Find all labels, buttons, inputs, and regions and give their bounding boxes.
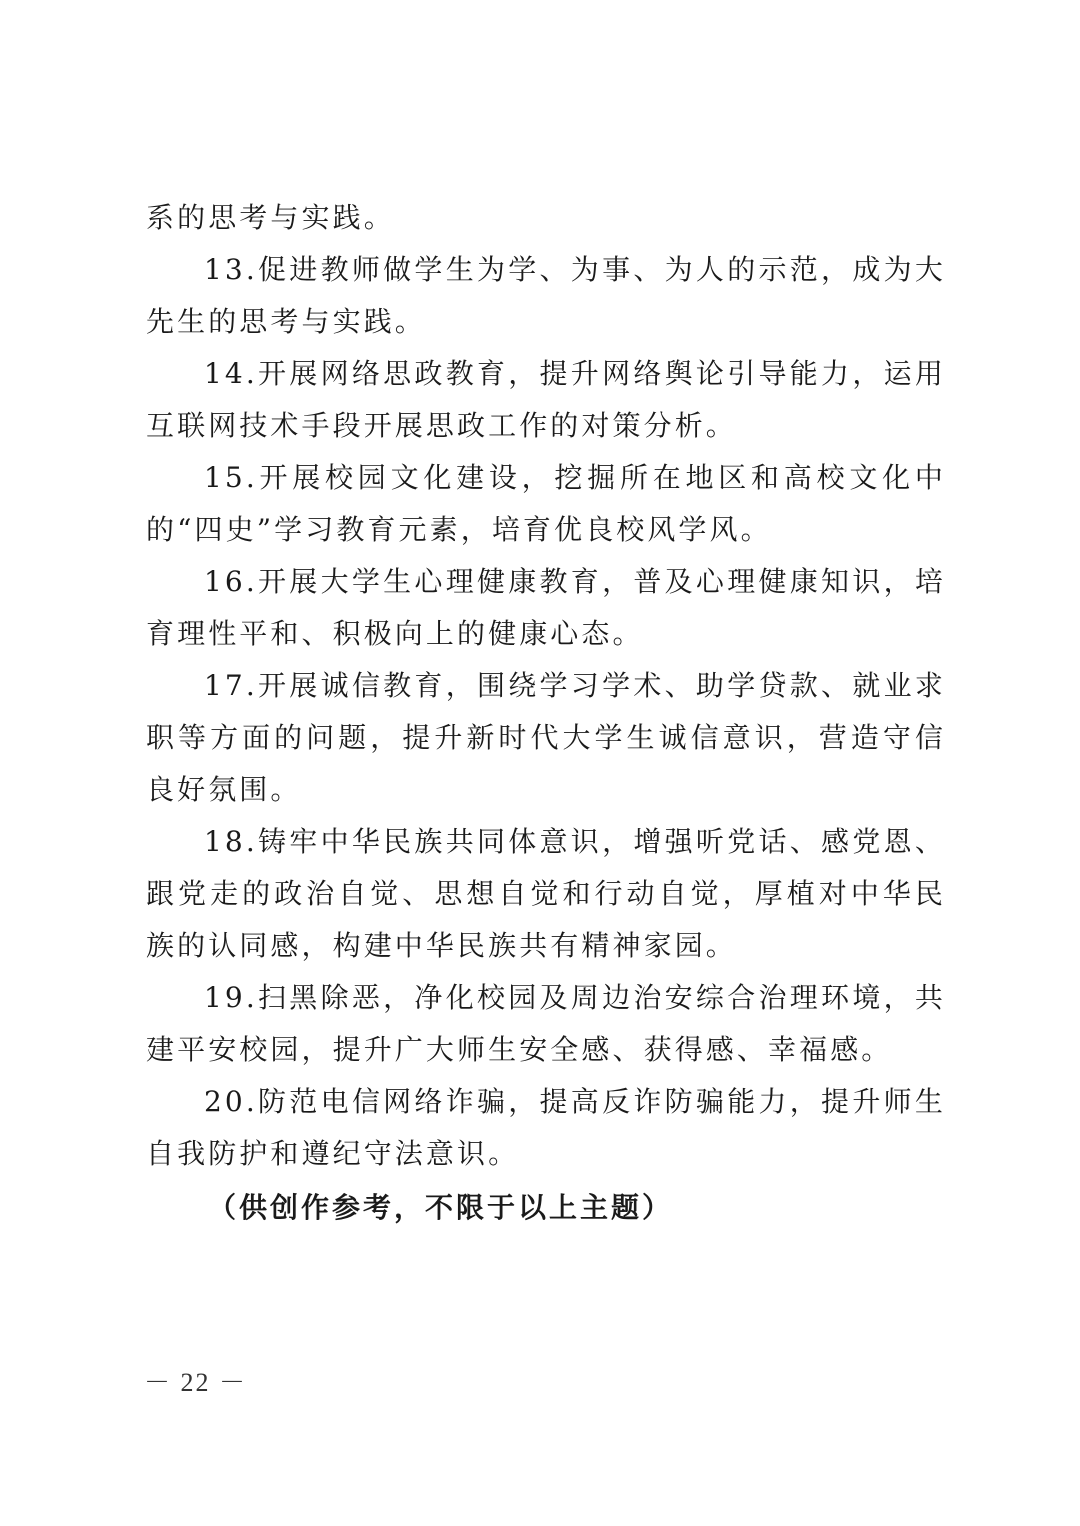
page-number: － 22 －	[144, 1368, 248, 1397]
reference-note: （供创作参考，不限于以上主题）	[208, 1191, 674, 1224]
list-item-13: 13.促进教师做学生为学、为事、为人的示范，成为大先生的思考与实践。	[146, 253, 946, 338]
list-item-20: 20.防范电信网络诈骗，提高反诈防骗能力，提升师生自我防护和遵纪守法意识。	[146, 1085, 946, 1170]
list-item-14: 14.开展网络思政教育，提升网络舆论引导能力，运用互联网技术手段开展思政工作的对策分析。	[146, 357, 946, 442]
list-item-16: 16.开展大学生心理健康教育，普及心理健康知识，培育理性平和、积极向上的健康心态。	[146, 565, 946, 650]
list-item-18: 18.铸牢中华民族共同体意识，增强听党话、感党恩、跟党走的政治自觉、思想自觉和行动自觉，厚植对中华民族的认同感，构建中华民族共有精神家园。	[146, 825, 946, 962]
paragraph-continuation: 系的思考与实践。	[146, 201, 395, 234]
list-item-19: 19.扫黑除恶，净化校园及周边治安综合治理环境，共建平安校园，提升广大师生安全感、获得感、幸福感。	[146, 981, 946, 1066]
list-item-17: 17.开展诚信教育，围绕学习学术、助学贷款、就业求职等方面的问题，提升新时代大学生诚信意识，营造守信良好氛围。	[146, 669, 946, 806]
list-item-15: 15.开展校园文化建设，挖掘所在地区和高校文化中的“四史”学习教育元素，培育优良校风学风。	[146, 461, 946, 546]
document-body	[146, 192, 946, 1234]
